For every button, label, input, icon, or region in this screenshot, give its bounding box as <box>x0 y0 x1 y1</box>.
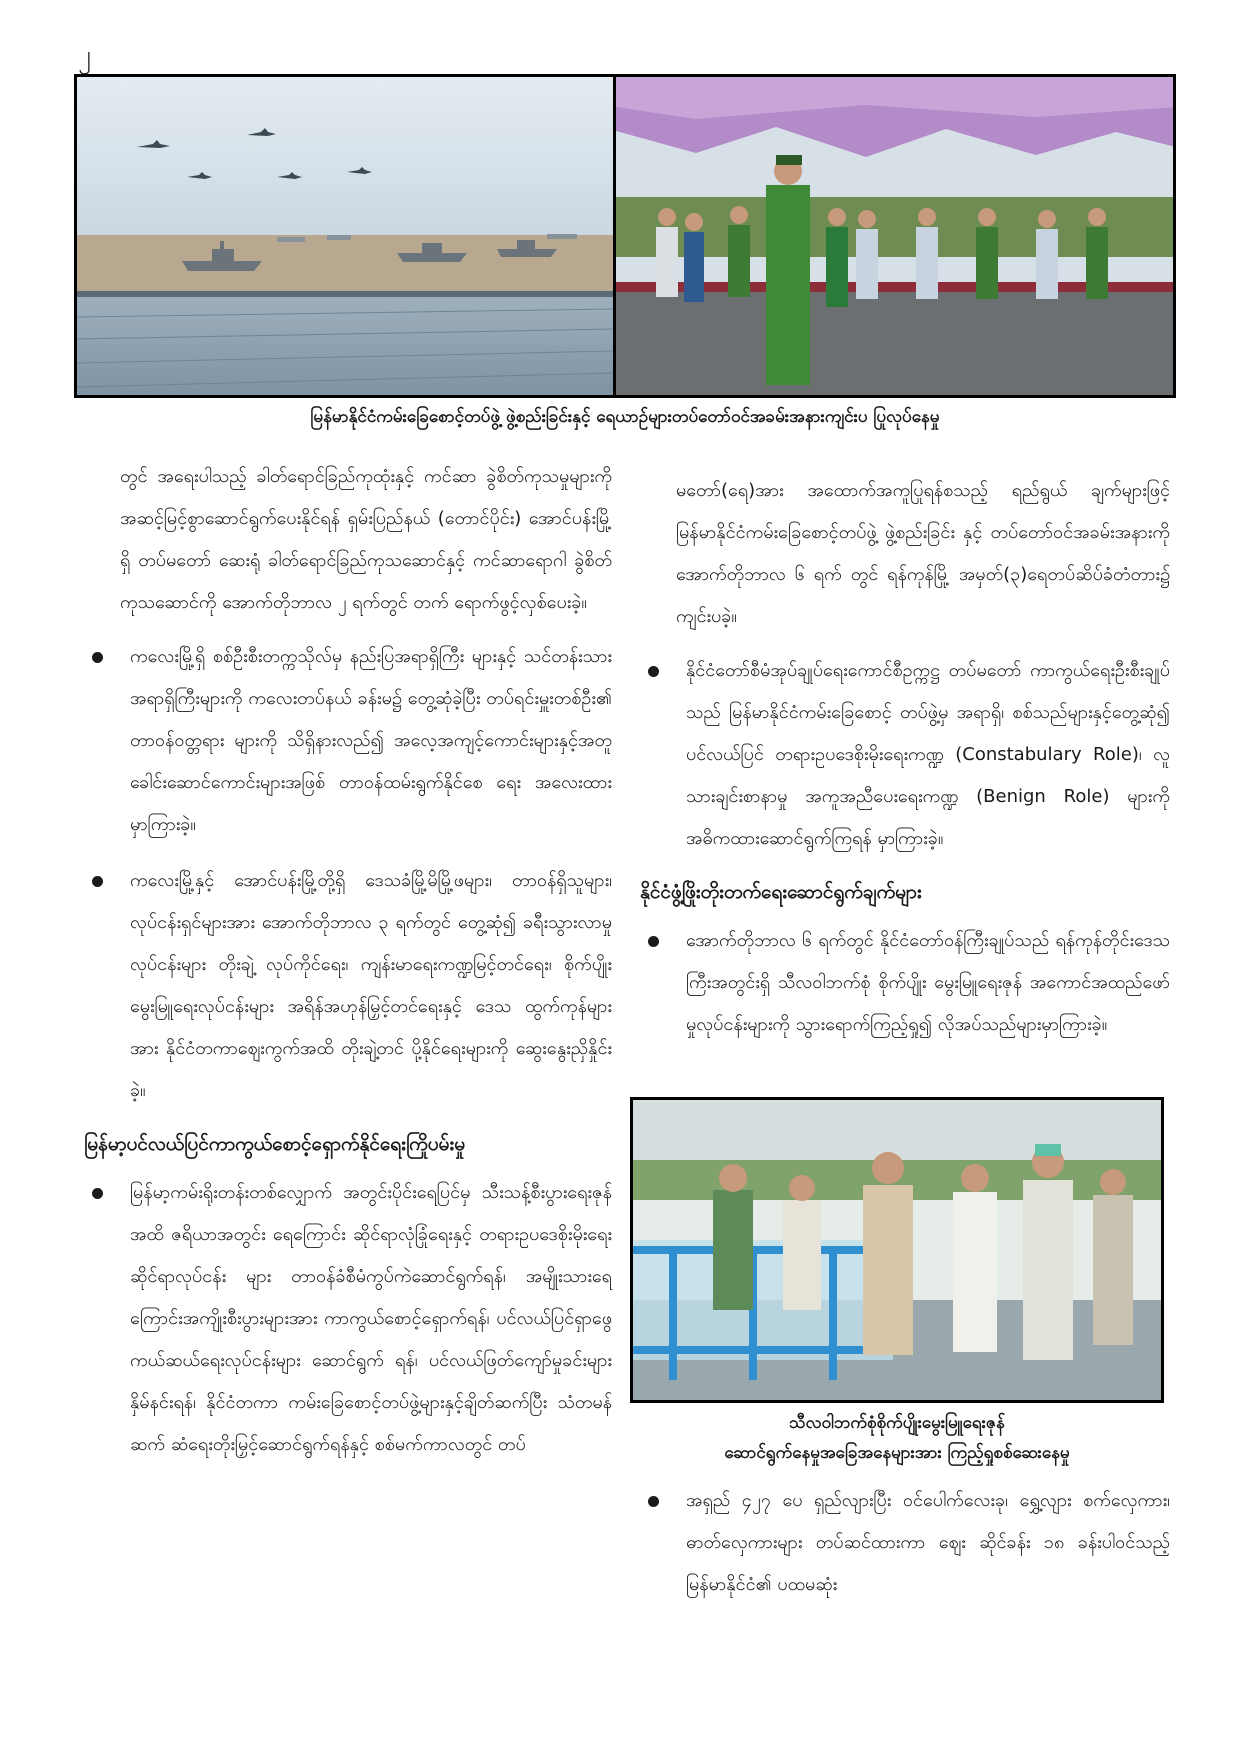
inspection-photo-caption <box>630 1408 1164 1468</box>
bullet-text: ကလေးမြို့ရှိ စစ်ဦးစီးတက္ကသိုလ်မှ နည်းပြအရာရှိကြီး များနှင့် သင်တန်းသားအရာရှိကြီးများကို ကလေးတပ်နယ် ခန်းမ၌ တွေ့ဆုံခဲ့ပြီး တပ်ရင်းမှူးတစ်ဦး၏ တာဝန်ဝတ္တရား များကို သိရှိနားလည်၍ အလေ့အကျင့်ကောင်းများနှင့်အတူ ခေါင်းဆောင်ကောင်းများအဖြစ် တာဝန်ထမ်းရွက်နိုင်စေ ရေး အလေးထားမှာကြားခဲ့။ <box>130 646 612 835</box>
bullet-icon <box>92 652 103 663</box>
caption-line: သီလဝါဘက်စုံစိုက်ပျိုးမွေးမြူရေးဇုန် <box>789 1413 1005 1433</box>
inspection-image <box>633 1100 1161 1400</box>
list-item <box>84 860 612 1112</box>
bullet-text: အောက်တိုဘာလ ၆ ရက်တွင် နိုင်ငံတော်ဝန်ကြီးချုပ်သည် ရန်ကုန်တိုင်းဒေသကြီးအတွင်းရှိ သီလဝါဘက်စုံ စိုက်ပျိုး မွေးမြူရေးဇုန် အကောင်အထည်ဖော်မှုလုပ်ငန်းများကို သွားရောက်ကြည့်ရှု၍ လိုအပ်သည်များမှာကြားခဲ့။ <box>686 930 1170 1035</box>
salute-ceremony-photo <box>613 77 1173 395</box>
right-intro-paragraph: မတော်(ရေ)အား အထောက်အကူပြုရန်စသည့် ရည်ရွယ် ချက်များဖြင့် မြန်မာနိုင်ငံကမ်းခြေစောင့်တပ်ဖွဲ့ ဖွဲ့စည်းခြင်း နှင့် တပ်တော်ဝင်အခမ်းအနားကို အောက်တိုဘာလ ၆ ရက် တွင် ရန်ကုန်မြို့ အမှတ်(၃)ရေတပ်ဆိပ်ခံတံတား၌ ကျင်းပခဲ့။ <box>676 480 1170 627</box>
left-intro-paragraph: တွင် အရေးပါသည့် ခါတ်ရောင်ခြည်ကုထုံးနှင့် ကင်ဆာ ခွဲစိတ်ကုသမှုများကို အဆင့်မြင့်စွာဆောင်ရွက်ပေးနိုင်ရန် ရှမ်းပြည်နယ် (တောင်ပိုင်း) အောင်ပန်းမြို့ရှိ တပ်မတော် ဆေးရုံ ခါတ်ရောင်ခြည်ကုသဆောင်နှင့် ကင်ဆာရောဂါ ခွဲစိတ်ကုသဆောင်ကို အောက်တိုဘာလ ၂ ရက်တွင် တက် ရောက်ဖွင့်လှစ်ပေးခဲ့။ <box>120 466 612 613</box>
naval-vessels-photo <box>77 77 613 395</box>
bullet-icon <box>92 1188 103 1199</box>
bullet-icon <box>648 936 659 947</box>
list-item <box>640 1480 1170 1606</box>
naval-ceremony-photo <box>74 74 1176 398</box>
right-column-bottom <box>640 1480 1170 1620</box>
bullet-icon <box>92 876 103 887</box>
left-column <box>84 456 612 1480</box>
page-number: ၂ <box>78 40 91 70</box>
list-item <box>640 920 1170 1046</box>
bullet-text: အရှည် ၄၂၇ ပေ ရှည်လျားပြီး ဝင်ပေါက်လေးခု၊ ရွှေ့လျား စက်လှေကား၊ ဓာတ်လှေကားများ တပ်ဆင်ထားကာ ဈေး ဆိုင်ခန်း ၁၈ ခန်းပါဝင်သည့် မြန်မာနိုင်ငံ၏ ပထမဆုံး <box>686 1490 1170 1595</box>
salute-ceremony-image <box>616 77 1173 395</box>
section-heading: နိုင်ငံဖွံ့ဖြိုးတိုးတက်ရေးဆောင်ရွက်ချက်များ <box>640 881 922 903</box>
bullet-text: ကလေးမြို့နှင့် အောင်ပန်းမြို့တို့ရှိ ဒေသခံမြို့မိမြို့ဖများ၊ တာဝန်ရှိသူများ၊ လုပ်ငန်းရှင်များအား အောက်တိုဘာလ ၃ ရက်တွင် တွေ့ဆုံ၍ ခရီးသွားလာမှုလုပ်ငန်းများ တိုးချဲ့ လုပ်ကိုင်ရေး၊ ကျန်းမာရေးကဏ္ဍမြင့်တင်ရေး၊ စိုက်ပျိုး မွေးမြူရေးလုပ်ငန်းများ အရိန်အဟုန်မြှင့်တင်ရေးနှင့် ဒေသ ထွက်ကုန်များအား နိုင်ငံတကာဈေးကွက်အထိ တိုးချဲ့တင် ပို့နိုင်ရေးများကို ဆွေးနွေးညှိနှိုင်းခဲ့။ <box>130 870 612 1101</box>
bullet-icon <box>648 666 659 677</box>
caption-line: ဆောင်ရွက်နေမှုအခြေအနေများအား ကြည့်ရှုစစ်ဆေးနေမှု <box>724 1443 1070 1463</box>
right-column <box>640 470 1170 1060</box>
section-heading: မြန်မာ့ပင်လယ်ပြင်ကာကွယ်စောင့်ရှောက်နိုင်ရေးကြိုပမ်းမှု <box>84 1133 466 1155</box>
naval-vessels-image <box>77 77 613 395</box>
list-item <box>640 650 1170 860</box>
agricultural-zone-inspection-photo <box>630 1097 1164 1403</box>
bullet-text: မြန်မာ့ကမ်းရိုးတန်းတစ်လျှောက် အတွင်းပိုင်းရေပြင်မှ သီးသန့်စီးပွားရေးဇုန်အထိ ဇရိယာအတွင်း ရေကြောင်း ဆိုင်ရာလုံခြုံရေးနှင့် တရားဥပဒေစိုးမိုးရေးဆိုင်ရာလုပ်ငန်း များ တာဝန်ခံစီမံကွပ်ကဲဆောင်ရွက်ရန်၊ အမျိုးသားရေ ကြောင်းအကျိုးစီးပွားများအား ကာကွယ်စောင့်ရှောက်ရန်၊ ပင်လယ်ပြင်ရှာဖွေကယ်ဆယ်ရေးလုပ်ငန်းများ ဆောင်ရွက် ရန်၊ ပင်လယ်ဖြတ်ကျော်မှုခင်းများနှိမ်နင်းရန်၊ နိုင်ငံတကာ ကမ်းခြေစောင့်တပ်ဖွဲ့များနှင့်ချိတ်ဆက်ပြီး သံတမန်ဆက် ဆံရေးတိုးမြှင့်ဆောင်ရွက်ရန်နှင့် စစ်မက်ကာလတွင် တပ် <box>130 1182 612 1455</box>
top-photo-caption: မြန်မာနိုင်ငံကမ်းခြေစောင့်တပ်ဖွဲ့ ဖွဲ့စည်းခြင်းနှင့် ရေယာဉ်များတပ်တော်ဝင်အခမ်းအနားကျင်းပ ပြုလုပ်နေမှု <box>310 407 940 427</box>
bullet-text: နိုင်ငံတော်စီမံအုပ်ချုပ်ရေးကောင်စီဥက္ကဋ္ဌ တပ်မတော် ကာကွယ်ရေးဦးစီးချုပ်သည် မြန်မာနိုင်ငံကမ်းခြေစောင့် တပ်ဖွဲ့မှ အရာရှိ၊ စစ်သည်များနှင့်တွေ့ဆုံ၍ ပင်လယ်ပြင် တရားဥပဒေစိုးမိုးရေးကဏ္ဍ (Constabulary Role)၊ လူ သားချင်းစာနာမှု အကူအညီပေးရေးကဏ္ဍ (Benign Role) များကို အဓိကထားဆောင်ရွက်ကြရန် မှာကြားခဲ့။ <box>686 660 1170 849</box>
list-item <box>84 636 612 846</box>
list-item <box>84 1172 612 1466</box>
bullet-icon <box>648 1496 659 1507</box>
